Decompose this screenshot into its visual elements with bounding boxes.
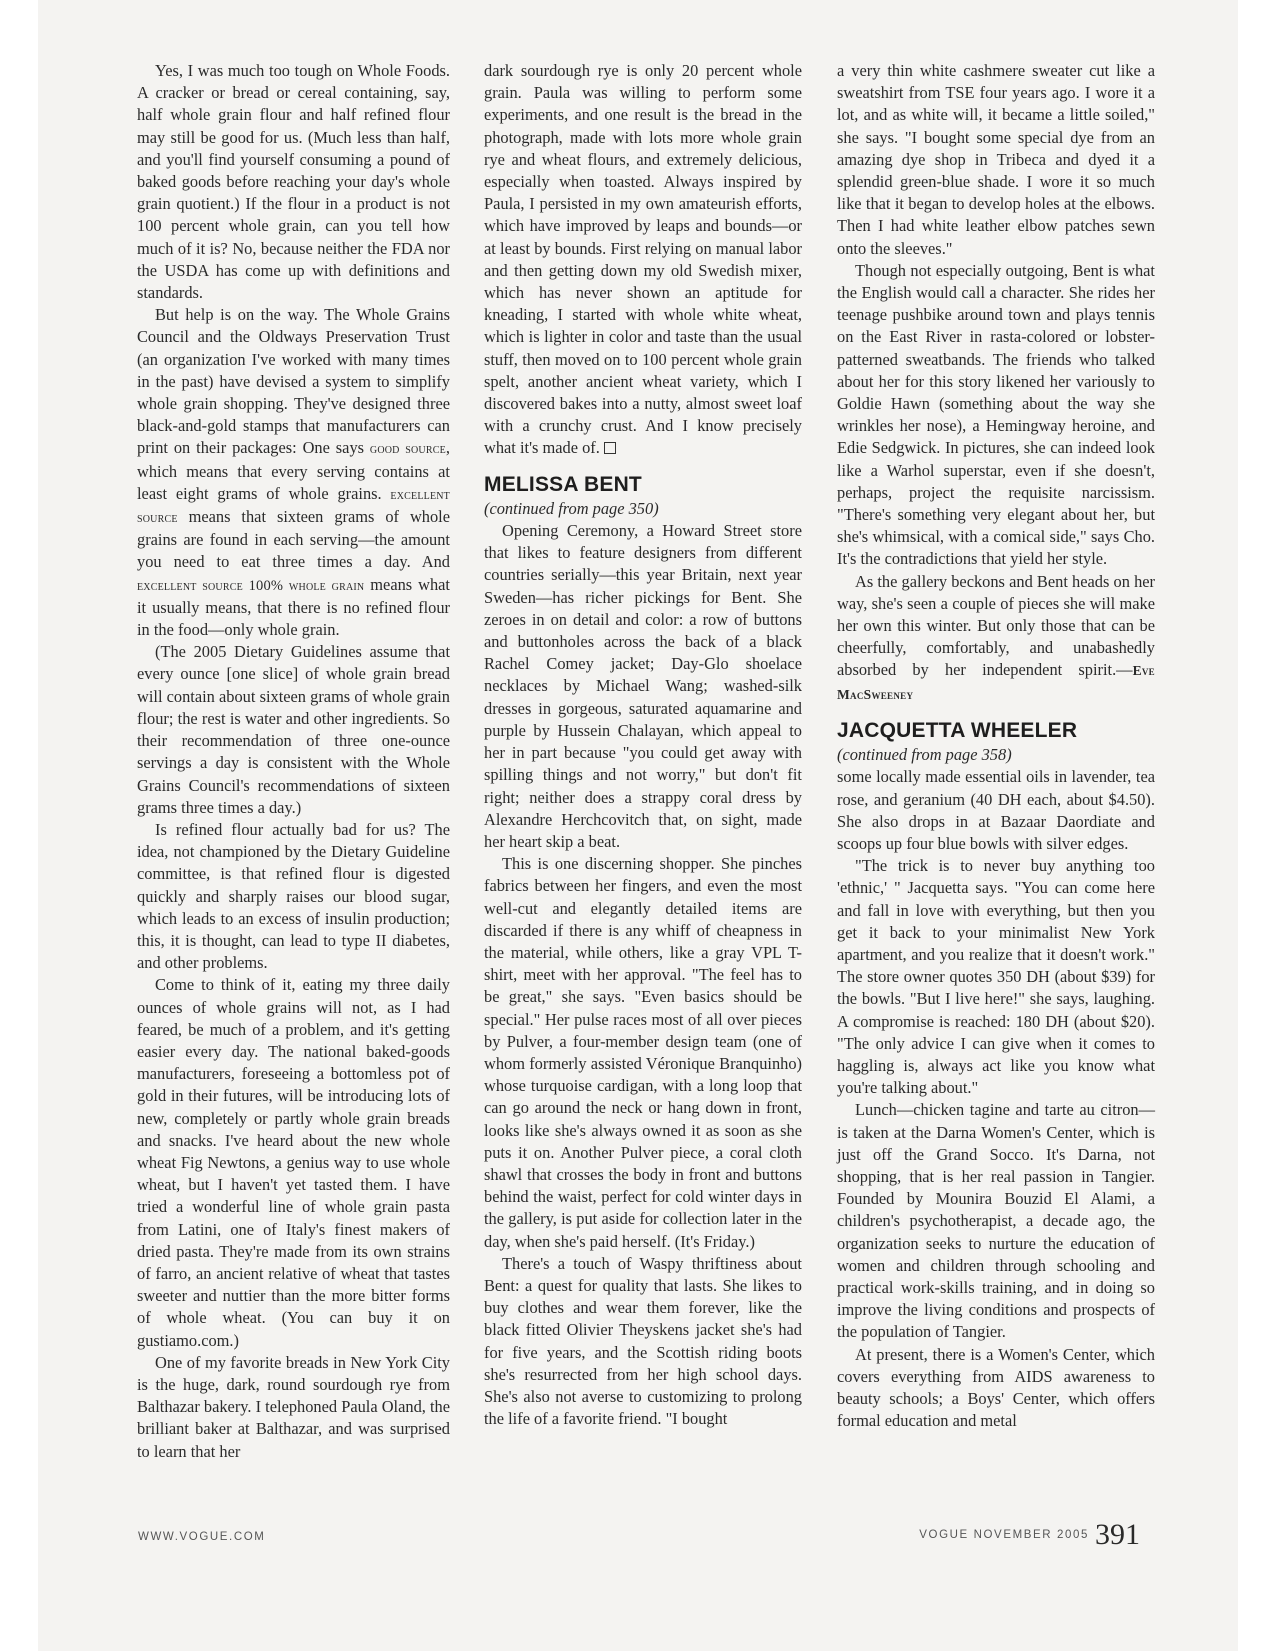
continued-note: (continued from page 350) [484,498,659,518]
footer-website: WWW.VOGUE.COM [138,1531,266,1543]
stamp-name: excellent source [137,486,450,527]
paragraph: Is refined flour actually bad for us? The idea, not championed by the Dietary Guideline committee, is that refined flour is digested quickly and sharply raises our blood sugar, which leads to an excess of insulin production; this, it is thought, can lead to type II diabetes, and other problems. [137,819,450,973]
page-number: 391 [1095,1518,1140,1551]
footer-magazine-issue: VOGUE NOVEMBER 2005 [919,1529,1089,1541]
section-heading-melissa-bent: MELISSA BENT [484,472,642,496]
author-byline: Eve MacSweeney [837,663,1155,702]
paragraph: One of my favorite breads in New York City is the huge, dark, round sourdough rye from Balthazar bakery. I telephoned Paula Oland, the brilliant baker at Balthazar, and was surprised to learn that her [137,1352,450,1461]
paragraph: There's a touch of Waspy thriftiness about Bent: a quest for quality that lasts. She likes to buy clothes and wear them forever, like the black fitted Olivier Theyskens jacket she's had for five years, and the Scottish riding boots she's resurrected from her high school days. She's also not averse to customizing to prolong the life of a favorite friend. "I bought [484,1253,802,1429]
paragraph: At present, there is a Women's Center, which covers everything from AIDS awareness to beauty schools; a Boys' Center, which offers formal education and metal [837,1344,1155,1431]
article-column-3 [837,60,1155,1432]
article-column-1 [137,60,450,1463]
section-heading-jacquetta-wheeler: JACQUETTA WHEELER [837,718,1078,742]
article-column-2 [484,60,802,1430]
continued-note: (continued from page 358) [837,745,1012,765]
paragraph: Come to think of it, eating my three daily ounces of whole grains will not, as I had feared, be much of a problem, and it's getting easier every day. The national baked-goods manufacturers, foreseeing a bottomless pot of gold in their futures, will be introducing lots of new, completely or partly whole grain breads and snacks. I've heard about the new whole wheat Fig Newtons, a genius way to use whole wheat, but I haven't yet tasted them. I have tried a wonderful line of whole grain pasta from Latini, one of Italy's finest makers of dried pasta. They're made from its own strains of farro, an ancient relative of wheat that tastes sweeter and nuttier than the more bitter forms of whole wheat. (You can buy it on gustiamo.com.) [137,975,450,1350]
stamp-name: good source [369,441,446,458]
paragraph: "The trick is to never buy anything too 'ethnic,' " Jacquetta says. "You can come here and fall in love with everything, but then you get it back to your minimalist New York apartment, and you realize that it doesn't work." The store owner quotes 350 DH (about $39) for the bowls. "But I live here!" she says, laughing. A compromise is reached: 180 DH (about $20). "The only advice I can give when it comes to haggling is, always act like you know what you're talking about." [837,856,1155,1098]
paragraph: As the gallery beckons and Bent heads on her way, she's seen a couple of pieces she will make her own this winter. But only those that can be cheerfully, comfortably, and unabashedly absorbed by her independent spirit.—Eve MacSweeney [837,571,1155,702]
paragraph: This is one discerning shopper. She pinches fabrics between her fingers, and even the most well-cut and elegantly detailed items are discarded if there is any whiff of cheapness in the material, while others, like a gray VPL T-shirt, meet with her approval. "The feel has to be great," she says. "Even basics should be special." Her pulse races most of all over pieces by Pulver, a four-member design team (one of whom formerly assisted Véronique Branquinho) whose turquoise cardigan, with a long loop that can go around the neck or hang down in front, looks like she's always owned it as soon as she puts it on. Another Pulver piece, a coral cloth shawl that crosses the body in front and buttons behind the waist, perfect for cold winter days in the gallery, is put aside for collection later in the day, when she's paid herself. (It's Friday.) [484,854,802,1251]
paragraph: a very thin white cashmere sweater cut like a sweatshirt from TSE four years ago. I wore it a lot, and as white will, it became a little soiled," she says. "I bought some special dye from an amazing dye shop in Tribeca and dyed it a splendid green-blue shade. I wore it so much like that it began to develop holes at the elbows. Then I had white leather elbow patches sewn onto the sleeves." [837,61,1155,258]
paragraph: Lunch—chicken tagine and tarte au citron—is taken at the Darna Women's Center, which is just off the Grand Socco. It's Darna, not shopping, that is her real passion in Tangier. Founded by Mounira Bouzid El Alami, a children's psychotherapist, a decade ago, the organization seeks to nurture the education of women and children through schooling and practical work-skills training, and in doing so improve the living conditions and prospects of the population of Tangier. [837,1100,1155,1342]
paragraph: Though not especially outgoing, Bent is what the English would call a character. She rides her teenage pushbike around town and plays tennis on the East River in rasta-colored or lobster-patterned sweatbands. The friends who talked about her for this story likened her variously to Goldie Hawn (something about the way she wrinkles her nose), a Hemingway heroine, and Edie Sedgwick. In pictures, she can indeed look like a Warhol superstar, even if she doesn't, perhaps, project the requisite narcissism. "There's something very elegant about her, but she's whimsical, with a comical side," says Cho. It's the contradictions that yield her style. [837,260,1155,569]
paragraph: But help is on the way. The Whole Grains Council and the Oldways Preservation Trust (an organization I've worked with many times in the past) have devised a system to simplify whole grain shopping. They've designed three black-and-gold stamps that manufacturers can print on their packages: One says good source, which means that every serving contains at least eight grams of whole grains. excellent source means that sixteen grams of whole grains are found in each serving—the amount you need to eat three times a day. And excellent source 100% whole grain means what it usually means, that there is no refined flour in the food—only whole grain. [137,305,450,640]
stamp-name: excellent source 100% whole grain [137,577,365,594]
paragraph: Opening Ceremony, a Howard Street store that likes to feature designers from different countries serially—this year Britain, next year Sweden—has richer pickings for Bent. She zeroes in on detail and color: a row of buttons and buttonholes across the back of a black Rachel Comey jacket; Day-Glo shoelace necklaces by Michael Wang; washed-silk dresses in gorgeous, saturated aquamarine and purple by Hussein Chalayan, which appeal to her in part because "you could get away with spilling things and not worry," but don't fit right; neither does a strappy coral dress by Alexandre Herchcovitch that, on sight, made her heart skip a beat. [484,521,802,851]
paragraph: some locally made essential oils in lavender, tea rose, and geranium (40 DH each, about $4.50). She also drops in at Bazaar Daordiate and scoops up four blue bowls with silver edges. [837,767,1155,853]
end-mark-icon [604,442,616,454]
paragraph: (The 2005 Dietary Guidelines assume that every ounce [one slice] of whole grain bread will contain about sixteen grams of whole grain flour; the rest is water and other ingredients. So their recommendation of three one-ounce servings a day is consistent with the Whole Grains Council's recommendations of sixteen grams three times a day.) [137,642,450,817]
paragraph: Yes, I was much too tough on Whole Foods. A cracker or bread or cereal containing, say, half whole grain flour and half refined flour may still be good for us. (Much less than half, and you'll find yourself consuming a pound of baked goods before reaching your day's whole grain quotient.) If the flour in a product is not 100 percent whole grain, can you tell how much of it is? No, because neither the FDA nor the USDA has come up with definitions and standards. [137,61,450,303]
paragraph: dark sourdough rye is only 20 percent whole grain. Paula was willing to perform some experiments, and one result is the bread in the photograph, made with lots more whole grain rye and wheat flours, and extremely delicious, especially when toasted. Always inspired by Paula, I persisted in my own amateurish efforts, which have improved by leaps and bounds—or at least by bounds. First relying on manual labor and then getting down my old Swedish mixer, which has never shown an aptitude for kneading, I started with whole white wheat, which is lighter in color and taste than the usual stuff, then moved on to 100 percent whole grain spelt, another ancient wheat variety, which I discovered bakes into a nutty, almost sweet loaf with a crunchy crust. And I know precisely what it's made of. [484,61,802,458]
footer-folio [919,1518,1140,1552]
